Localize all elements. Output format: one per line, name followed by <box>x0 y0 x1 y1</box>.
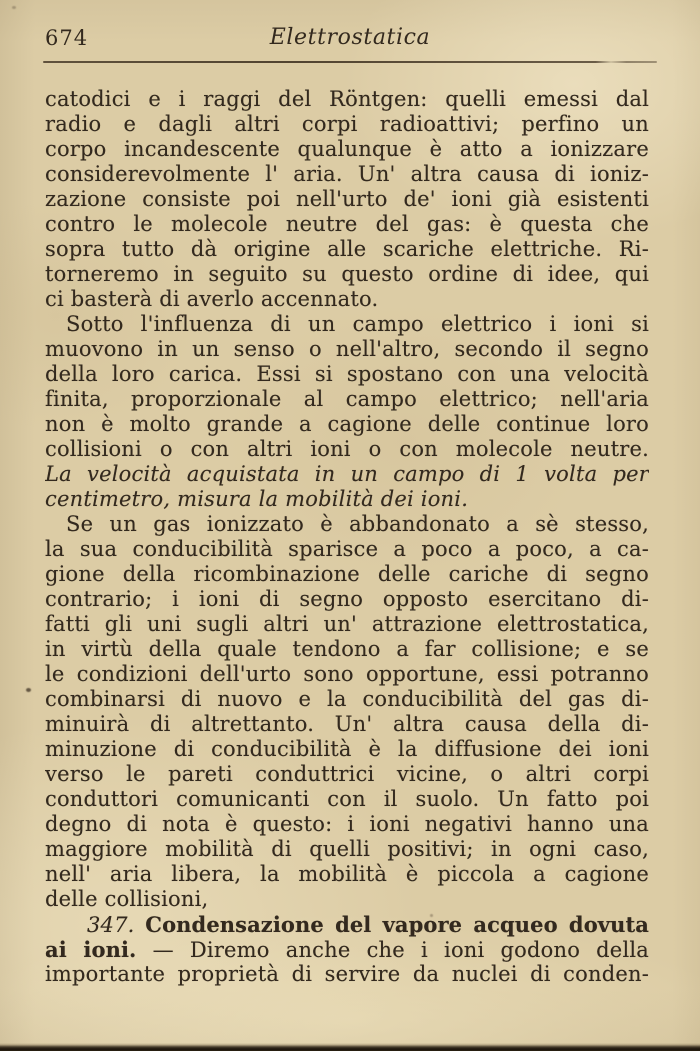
paper-speck <box>12 6 16 9</box>
text-segment <box>135 913 146 937</box>
text-line <box>45 512 649 537</box>
text-segment: muovono in un senso o nell'altro, secondo il segno <box>45 337 649 361</box>
text-segment: verso le pareti conduttrici vicine, o altri corpi <box>45 762 649 786</box>
text-segment: fatti gli uni sugli altri un' attrazione elettrostatica, <box>45 612 649 636</box>
text-segment: nell' aria libera, la mobilità è piccola a cagione <box>45 862 649 886</box>
text-line <box>45 312 649 337</box>
text-segment: ci basterà di averlo accennato. <box>45 287 379 311</box>
header-rule <box>43 61 657 63</box>
text-segment: ai ioni. <box>45 937 137 962</box>
text-segment: minuzione di conducibilità è la diffusione dei ioni <box>45 737 649 761</box>
text-segment: collisioni o con altri ioni o con molecole neutre. <box>45 437 649 461</box>
text-line <box>45 462 649 487</box>
text-segment: sopra tutto dà origine alle scariche elettriche. Ri- <box>45 237 649 261</box>
text-line <box>45 687 649 712</box>
text-line <box>45 412 649 437</box>
text-segment: contrario; i ioni di segno opposto esercitano di- <box>45 587 649 611</box>
text-line <box>45 187 649 212</box>
running-title: Elettrostatica <box>269 25 431 50</box>
text-segment: considerevolmente l' aria. Un' altra causa di ioniz- <box>45 162 649 186</box>
page-header <box>0 0 700 60</box>
text-segment: degno di nota è questo: i ioni negativi hanno una <box>45 812 649 836</box>
text-line <box>45 487 649 512</box>
text-segment: delle collisioni, <box>45 887 209 911</box>
text-line <box>45 262 649 287</box>
text-segment: importante proprietà di servire da nuclei di conden- <box>45 962 649 986</box>
text-line <box>45 637 649 662</box>
text-line <box>45 962 649 987</box>
text-segment: catodici e i raggi del Röntgen: quelli emessi dal <box>45 87 649 111</box>
text-segment: Sotto l'influenza di un campo elettrico i ioni si <box>66 312 649 336</box>
text-line <box>45 812 649 837</box>
text-segment: finita, proporzionale al campo elettrico; nell'aria <box>45 387 649 411</box>
page-bottom-edge <box>0 1043 700 1051</box>
text-line <box>45 87 649 112</box>
text-line <box>45 862 649 887</box>
text-segment: in virtù della quale tendono a far collisione; e se <box>45 637 649 661</box>
paper-speck <box>26 688 31 692</box>
text-segment: torneremo in seguito su questo ordine di idee, qui <box>45 262 649 286</box>
text-segment: Condensazione del vapore acqueo dovuta <box>145 912 649 937</box>
text-segment: le condizioni dell'urto sono opportune, essi potranno <box>45 662 649 686</box>
text-segment: combinarsi di nuovo e la conducibilità del gas di- <box>45 687 649 711</box>
text-segment: corpo incandescente qualunque è atto a ionizzare <box>45 137 649 161</box>
body-text <box>45 87 649 987</box>
text-segment: zazione consiste poi nell'urto de' ioni già esistenti <box>45 187 649 211</box>
text-segment: della loro carica. Essi si spostano con una velocità <box>45 362 649 386</box>
text-segment: La velocità acquistata in un campo di 1 volta per <box>45 462 649 486</box>
text-segment: la sua conducibilità sparisce a poco a poco, a ca- <box>45 537 649 561</box>
text-segment: Se un gas ionizzato è abbandonato a sè stesso, <box>66 512 649 536</box>
text-segment: radio e dagli altri corpi radioattivi; perfino un <box>45 112 649 136</box>
page-number: 674 <box>45 26 89 50</box>
text-segment: centimetro, misura la mobilità dei ioni. <box>45 487 469 511</box>
text-line <box>45 937 649 962</box>
text-line <box>45 112 649 137</box>
text-segment: minuirà di altrettanto. Un' altra causa della di- <box>45 712 649 736</box>
text-line <box>45 737 649 762</box>
text-line <box>45 912 649 937</box>
text-line <box>45 587 649 612</box>
text-line <box>45 562 649 587</box>
text-line <box>45 712 649 737</box>
text-line <box>45 337 649 362</box>
text-line <box>45 612 649 637</box>
text-line <box>45 437 649 462</box>
text-segment: non è molto grande a cagione delle continue loro <box>45 412 649 436</box>
text-line <box>45 387 649 412</box>
text-segment: maggiore mobilità di quelli positivi; in ogni caso, <box>45 837 649 861</box>
text-line <box>45 287 649 312</box>
text-line <box>45 362 649 387</box>
text-line <box>45 837 649 862</box>
text-line <box>45 887 649 912</box>
text-line <box>45 162 649 187</box>
text-segment: gione della ricombinazione delle cariche di segno <box>45 562 649 586</box>
text-line <box>45 762 649 787</box>
text-line <box>45 212 649 237</box>
text-segment: 347. <box>87 913 135 937</box>
text-line <box>45 237 649 262</box>
text-segment: conduttori comunicanti con il suolo. Un fatto poi <box>45 787 649 811</box>
paper-speck <box>430 914 433 917</box>
text-line <box>45 787 649 812</box>
text-line <box>45 137 649 162</box>
text-segment: contro le molecole neutre del gas: è questa che <box>45 212 649 236</box>
text-segment: — Diremo anche che i ioni godono della <box>136 938 649 962</box>
text-line <box>45 662 649 687</box>
text-line <box>45 537 649 562</box>
